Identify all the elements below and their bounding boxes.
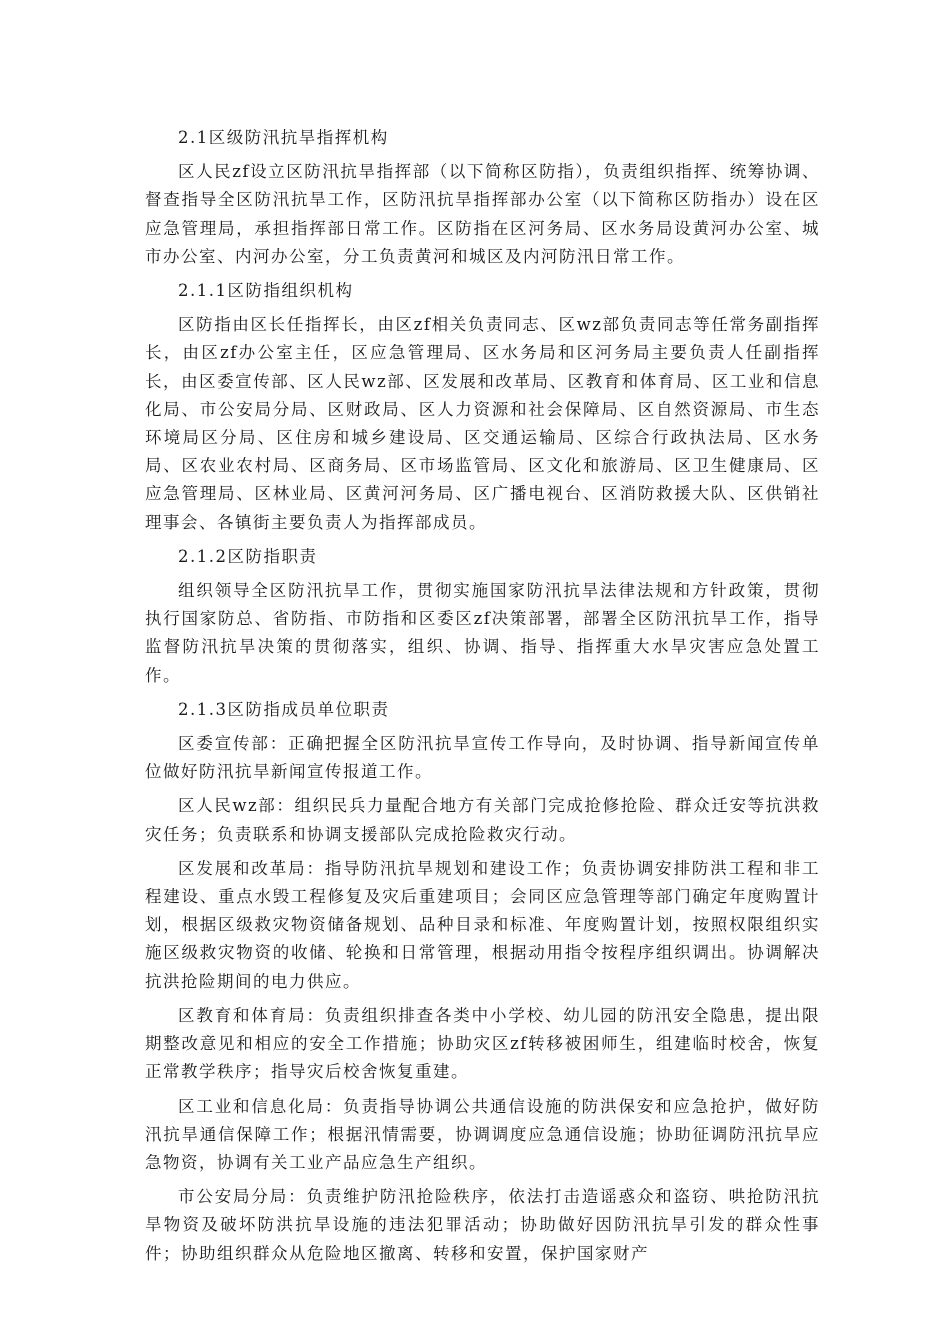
section-2-1-1-paragraph: 区防指由区长任指挥长，由区zf相关负责同志、区wz部负责同志等任常务副指挥长，由区zf办公室主任，区应急管理局、区水务局和区河务局主要负责人任副指挥长，由区委宣传部、区人民wz部、区发展和改革局、区教育和体育局、区工业和信息化局、市公安局分局、区财政局、区人力资源和社会保障局、区自然资源局、市生态环境局区分局、区住房和城乡建设局、区交通运输局、区综合行政执法局、区水务局、区农业农村局、区商务局、区市场监管局、区文化和旅游局、区卫生健康局、区应急管理局、区林业局、区黄河河务局、区广播电视台、区消防救援大队、区供销社理事会、各镇街主要负责人为指挥部成员。 <box>145 315 820 532</box>
duty-propaganda-paragraph: 区委宣传部：正确把握全区防汛抗旱宣传工作导向，及时协调、指导新闻宣传单位做好防汛抗旱新闻宣传报道工作。 <box>145 734 820 782</box>
document-page <box>145 124 820 1274</box>
section-2-1-2-title: 2.1.2区防指职责 <box>178 546 318 566</box>
duty-education-sports-paragraph: 区教育和体育局：负责组织排查各类中小学校、幼儿园的防汛安全隐患，提出限期整改意见和相应的安全工作措施；协助灾区zf转移被困师生，组建临时校舍，恢复正常教学秩序；指导灾后校舍恢复重建。 <box>145 1005 820 1082</box>
duty-industry-it-paragraph: 区工业和信息化局：负责指导协调公共通信设施的防洪保安和应急抢护，做好防汛抗旱通信保障工作；根据汛情需要，协调调度应急通信设施；协助征调防汛抗旱应急物资，协调有关工业产品应急生产组织。 <box>145 1096 820 1172</box>
section-2-1-3-title: 2.1.3区防指成员单位职责 <box>178 699 390 719</box>
section-2-1-title: 2.1区级防汛抗旱指挥机构 <box>178 128 389 147</box>
section-2-1-paragraph: 区人民zf设立区防汛抗旱指挥部（以下简称区防指），负责组织指挥、统筹协调、督查指导全区防汛抗旱工作，区防汛抗旱指挥部办公室（以下简称区防指办）设在区应急管理局，承担指挥部日常工作。区防指在区河务局、区水务局设黄河办公室、城市办公室、内河办公室，分工负责黄河和城区及内河防汛日常工作。 <box>145 162 820 266</box>
duty-armed-forces-paragraph: 区人民wz部：组织民兵力量配合地方有关部门完成抢修抢险、群众迁安等抗洪救灾任务；负责联系和协调支援部队完成抢险救灾行动。 <box>145 796 820 844</box>
section-2-1-1-title: 2.1.1区防指组织机构 <box>178 281 354 301</box>
duty-development-reform-paragraph: 区发展和改革局：指导防汛抗旱规划和建设工作；负责协调安排防洪工程和非工程建设、重点水毁工程修复及灾后重建项目；会同区应急管理等部门确定年度购置计划，根据区级救灾物资储备规划、品种目录和标准、年度购置计划，按照权限组织实施区级救灾物资的收储、轮换和日常管理，根据动用指令按程序组织调出。协调解决抗洪抢险期间的电力供应。 <box>145 858 820 991</box>
duty-public-security-paragraph: 市公安局分局：负责维护防汛抢险秩序，依法打击造谣惑众和盗窃、哄抢防汛抗旱物资及破坏防洪抗旱设施的违法犯罪活动；协助做好因防汛抗旱引发的群众性事件；协助组织群众从危险地区撤离、转移和安置，保护国家财产 <box>145 1187 820 1263</box>
section-2-1-2-paragraph: 组织领导全区防汛抗旱工作，贯彻实施国家防汛抗旱法律法规和方针政策，贯彻执行国家防总、省防指、市防指和区委区zf决策部署，部署全区防汛抗旱工作，指导监督防汛抗旱决策的贯彻落实，组织、协调、指导、指挥重大水旱灾害应急处置工作。 <box>145 581 820 685</box>
